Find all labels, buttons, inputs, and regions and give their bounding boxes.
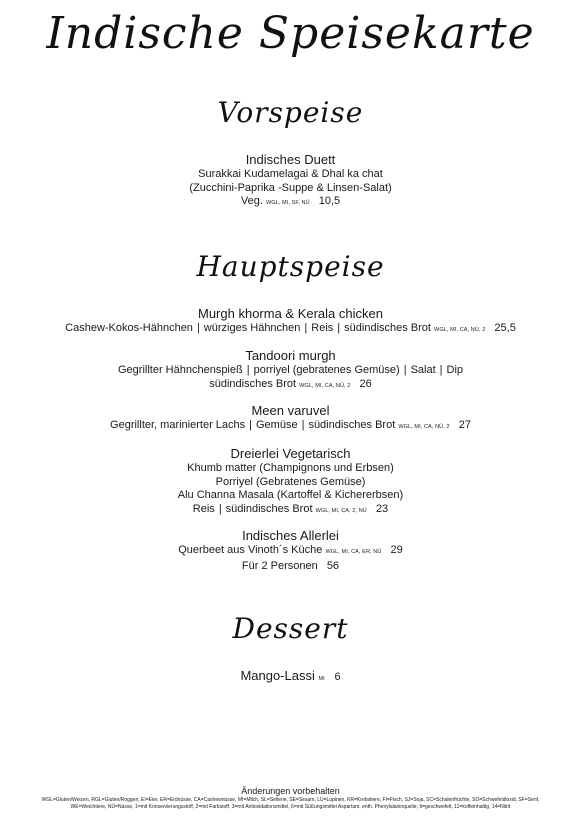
- dish-component: südindisches Brot: [225, 502, 313, 515]
- dish-description: Querbeet aus Vinoth´s Küche: [178, 544, 323, 556]
- dish-price: 23: [375, 502, 389, 515]
- dish-price: 10,5: [318, 195, 341, 207]
- dish-component: südindisches Brot: [344, 322, 431, 334]
- dish-price: 27: [458, 419, 471, 431]
- dish-component: Gegrillter, marinierter Lachs: [110, 419, 246, 431]
- dish-name: Indisches Allerlei: [242, 528, 339, 543]
- dish-price: 56: [326, 559, 340, 572]
- allergen-legend-line: WE=Weichtiere, NÜ=Nüsse, 1=mit Konservierungsstoff, 2=mit Farbstoff, 3=mit Antioxidationsmittel, 6=mit Süßungsmittel Aspartam, enth. Phenylalaninquelle, 9=geschwefelt, 11=koffeinhaltig, 14=Nitrit: [70, 803, 511, 810]
- dish-dreierlei-vegetarisch: Dreierlei Vegetarisch Khumb matter (Champignons und Erbsen) Porriyel (Gebratenes Gemüse) Alu Channa Masala (Kartoffel & Kichererbsen) Reis | südindisches Brot WGL, MI, CA, 2, NÜ 23: [0, 446, 581, 518]
- allergen-codes: MI: [318, 676, 325, 682]
- footer-note: Änderungen vorbehalten: [241, 786, 340, 796]
- dish-description: (Zucchini-Paprika -Suppe & Linsen-Salat): [189, 181, 392, 194]
- dish-component: Dip: [446, 364, 464, 376]
- section-heading-starter: Vorspeise: [217, 96, 364, 129]
- dish-meen-varuvel: Meen varuvel Gegrillter, marinierter Lachs | Gemüse | südindisches Brot WGL, MI, CA, NÜ, 2 27: [0, 403, 581, 435]
- allergen-legend-line: WGL=Gluten/Weizen, RGL=Gluten/Roggen, EI=Eier, ER=Erdnüsse, CA=Cashewnüsse, MI=Milch, SL=Sellerie, SE=Sesam, LU=Lupinen, KR=Krebstiere, FI=Fisch, SJ=Soja, SC=Schalenfrüchte, SO=Schwefeldioxid, SF=Senf,: [41, 797, 540, 803]
- allergen-legend: [4, 797, 577, 810]
- dish-price: 29: [390, 544, 403, 556]
- dish-tandoori-murgh: Tandoori murgh Gegrillter Hähnchenspieß | porriyel (gebratenes Gemüse) | Salat | Dip südindisches Brot WGL, MI, CA, NÜ, 2 26: [0, 348, 581, 393]
- dish-description: Porriyel (Gebratenes Gemüse): [215, 475, 366, 488]
- dish-indisches-allerlei: [0, 528, 581, 573]
- dish-component: würziges Hähnchen: [203, 322, 301, 334]
- dish-component: porriyel (gebratenes Gemüse): [253, 364, 400, 376]
- dish-name: Dreierlei Vegetarisch: [230, 446, 351, 461]
- dish-price: 26: [359, 377, 372, 390]
- allergen-codes: WGL, MI, CA, NÜ, 2: [398, 424, 450, 430]
- dish-component: Gemüse: [256, 419, 298, 431]
- dish-name: Tandoori murgh: [245, 348, 336, 363]
- section-heading-dessert: Dessert: [232, 612, 349, 645]
- dish-component: südindisches Brot: [209, 377, 297, 390]
- dish-name: Indisches Duett: [245, 152, 336, 167]
- dish-mango-lassi: [0, 668, 581, 687]
- allergen-codes: WGL, MI, SF, NÜ: [265, 200, 310, 206]
- allergen-codes: WGL, MI, CA, NÜ, 2: [434, 327, 486, 333]
- dish-murgh-khorma: Murgh khorma & Kerala chicken Cashew-Kokos-Hähnchen | würziges Hähnchen | Reis | südindisches Brot WGL, MI, CA, NÜ, 2 25,5: [0, 306, 581, 338]
- dish-component: Reis: [311, 322, 334, 334]
- dish-description: Für 2 Personen: [241, 559, 318, 572]
- veg-label: Veg.: [240, 195, 263, 207]
- menu-title: Indische Speisekarte: [46, 8, 535, 59]
- allergen-codes: WGL, MI, CA, ER, NÜ: [325, 549, 382, 555]
- dish-description: Alu Channa Masala (Kartoffel & Kichererbsen): [177, 489, 404, 501]
- dish-price: 25,5: [494, 322, 516, 334]
- dish-price: 6: [334, 671, 341, 683]
- dish-description: Surakkai Kudamelagai & Dhal ka chat: [198, 168, 383, 180]
- dish-name: Mango-Lassi: [240, 668, 315, 683]
- section-heading-main: Hauptspeise: [196, 250, 385, 283]
- dish-component: südindisches Brot: [308, 419, 396, 431]
- dish-description: Khumb matter (Champignons und Erbsen): [187, 462, 394, 474]
- allergen-codes: WGL, MI, CA, NÜ, 2: [299, 382, 351, 389]
- dish-component: Reis: [192, 502, 215, 515]
- allergen-codes: WGL, MI, CA, 2, NÜ: [315, 507, 367, 514]
- dish-name: Meen varuvel: [251, 403, 330, 418]
- dish-name: Murgh khorma & Kerala chicken: [198, 306, 383, 321]
- dish-component: Gegrillter Hähnchenspieß: [117, 364, 243, 376]
- dish-component: Salat: [410, 364, 436, 376]
- dish-component: Cashew-Kokos-Hähnchen: [65, 322, 193, 334]
- dish-indisches-duett: [0, 152, 581, 211]
